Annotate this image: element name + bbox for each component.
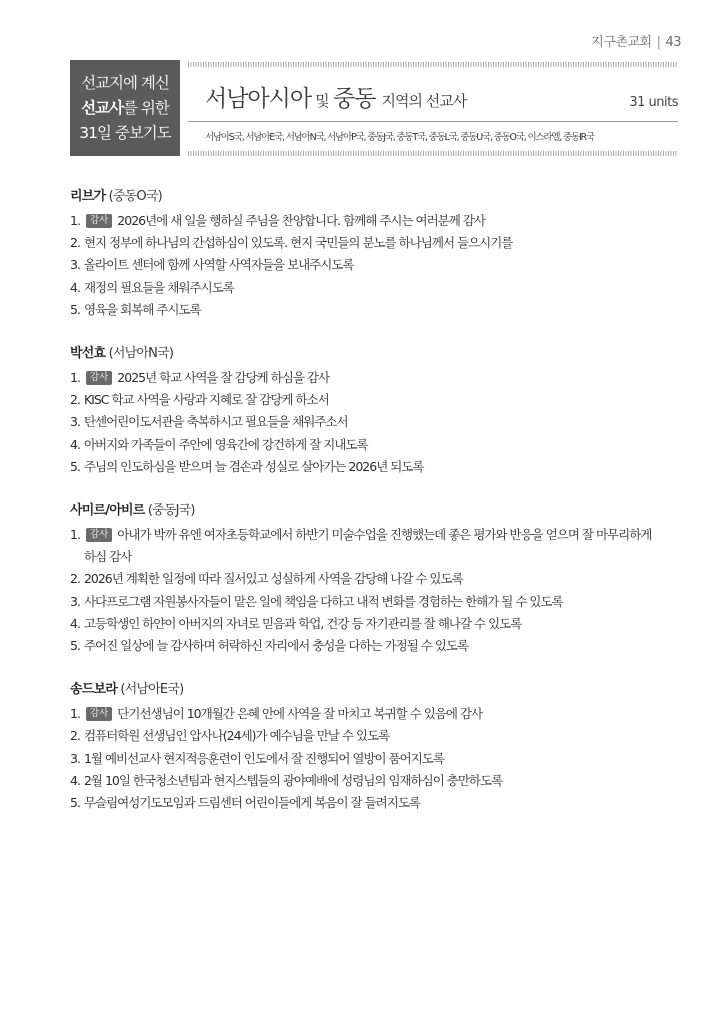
- banner-line-1: 선교지에 계신: [81, 73, 169, 92]
- prayer-text: 아버지와 가족들이 주안에 영육간에 강건하게 잘 지내도록: [83, 436, 368, 452]
- prayer-text: KISC 학교 사역을 사랑과 지혜로 잘 감당케 하소서: [83, 392, 329, 408]
- prayer-item: 3. 사다프로그램 자원봉사자들이 맡은 일에 책임을 다하고 내적 변화를 경험하는 한해가 될 수 있도록: [70, 593, 563, 609]
- prayer-text: 탄센어린이도서관을 축복하시고 필요들을 채워주소서: [83, 414, 348, 430]
- banner-bold-word: 선교사: [81, 98, 124, 117]
- prayer-text: 2026년 계획한 일정에 따라 질서있고 성실하게 사역을 감당해 나갈 수 있도록: [83, 571, 463, 587]
- title-joiner: 및: [315, 92, 330, 110]
- prayer-item: 4. 재정의 필요들을 채워주시도록: [70, 279, 234, 295]
- prayer-text: 재정의 필요들을 채워주시도록: [83, 279, 234, 295]
- prayer-text: 2026년에 새 일을 행하실 주님을 찬양합니다. 함께해 주시는 여러분께 감사: [117, 213, 485, 228]
- prayer-item: 3. 1월 예비선교사 현지적응훈련이 인도에서 잘 진행되어 열방이 품어지도록: [70, 750, 444, 766]
- missionary-heading: [70, 679, 685, 701]
- missionary-region: (중동O국): [108, 189, 162, 204]
- missionary-name: 리브가: [70, 189, 106, 204]
- prayer-item: 5. 주님의 인도하심을 받으며 늘 겸손과 성실로 살아가는 2026년 되도록: [70, 458, 424, 474]
- missionary-name: 박선효: [70, 346, 106, 362]
- bottom-dotted-rule: [188, 151, 678, 156]
- prayer-text: 1월 예비선교사 현지적응훈련이 인도에서 잘 진행되어 열방이 품어지도록: [83, 750, 444, 766]
- prayer-item: 4. 고등학생인 하얀이 아버지의 자녀로 믿음과 학업, 건강 등 자기관리를 잘 해나갈 수 있도록: [70, 615, 522, 631]
- top-dotted-rule: [188, 62, 678, 67]
- prayer-text: 컴퓨터학원 선생님인 압사나(24세)가 예수님을 만날 수 있도록: [83, 728, 390, 744]
- prayer-text: 2025년 학교 사역을 잘 감당케 하심을 감사: [117, 370, 330, 386]
- prayer-banner: [70, 60, 180, 156]
- missionary-section: [70, 679, 685, 814]
- region-title: [205, 80, 678, 116]
- prayer-item: 4. 아버지와 가족들이 주안에 영육간에 강건하게 잘 지내도록: [70, 436, 368, 452]
- header-separator: |: [656, 35, 661, 50]
- thanks-badge: 감사: [86, 371, 112, 385]
- prayer-item: 5. 영육을 회복해 주시도록: [70, 301, 201, 317]
- prayer-item-continuation: 하심 감사: [84, 549, 132, 565]
- missionary-name: 송드보라: [70, 682, 118, 698]
- prayer-text: 영육을 회복해 주시도록: [83, 301, 201, 317]
- prayer-item: 1. 감사 단기선생님이 10개월간 은혜 안에 사역을 잘 마치고 복귀할 수 있음에 감사: [70, 706, 483, 722]
- prayer-content: [70, 186, 685, 836]
- prayer-item: 1. 감사 2025년 학교 사역을 잘 감당케 하심을 감사: [70, 370, 330, 386]
- thanks-badge: 감사: [86, 707, 112, 721]
- missionary-section: [70, 343, 685, 478]
- prayer-item: 4. 2월 10일 한국청소년팀과 현지스텝들의 광야예배에 성령님의 임재하심이 충만하도록: [70, 772, 503, 788]
- missionary-heading: [70, 500, 685, 522]
- banner-line-3: 31일 중보기도: [79, 123, 171, 142]
- prayer-item: 2. 현지 정부에 하나님의 간섭하심이 있도록. 현지 국민들의 분노를 하나님께서 들으시기를: [70, 235, 513, 251]
- title-main-1: 서남아시아: [205, 86, 312, 112]
- missionary-region: (서남아E국): [120, 682, 184, 698]
- page-header: [591, 31, 681, 50]
- prayer-item: 5. 무슬림여성기도모임과 드림센터 어린이들에게 복음이 잘 들려지도록: [70, 795, 420, 811]
- missionary-section: [70, 186, 685, 321]
- thanks-badge: 감사: [86, 528, 112, 542]
- prayer-item: 2. 2026년 계획한 일정에 따라 질서있고 성실하게 사역을 감당해 나갈 수 있도록: [70, 571, 463, 587]
- title-main-2: 중동: [333, 86, 376, 112]
- missionary-region: (서남아N국): [108, 346, 174, 362]
- banner-line-2: [70, 96, 180, 121]
- prayer-item: 3. 올라이트 센터에 함께 사역할 사역자들을 보내주시도록: [70, 257, 354, 273]
- country-list: 서남아S국, 서남아E국, 서남아N국, 서남아P국, 중동J국, 중동T국, 중동L국, 중동U국, 중동O국, 이스라엘, 중동IR국: [205, 132, 594, 143]
- units-count: 31 units: [629, 95, 678, 110]
- prayer-text: 2월 10일 한국청소년팀과 현지스텝들의 광야예배에 성령님의 임재하심이 충만하도록: [83, 772, 503, 788]
- prayer-text: 아내가 박까 유엔 여자초등학교에서 하반기 미술수업을 진행했는데 좋은 평가와 반응을 얻으며 잘 마무리하게: [117, 527, 652, 543]
- prayer-item: 1. 감사 아내가 박까 유엔 여자초등학교에서 하반기 미술수업을 진행했는데 좋은 평가와 반응을 얻으며 잘 마무리하게: [70, 527, 652, 543]
- prayer-text: 올라이트 센터에 함께 사역할 사역자들을 보내주시도록: [83, 257, 354, 273]
- prayer-text: 사다프로그램 자원봉사자들이 맡은 일에 책임을 다하고 내적 변화를 경험하는 한해가 될 수 있도록: [83, 593, 563, 609]
- thanks-badge: 감사: [86, 214, 112, 228]
- prayer-item: 2. 컴퓨터학원 선생님인 압사나(24세)가 예수님을 만날 수 있도록: [70, 728, 390, 744]
- missionary-name: 사미르/아비르: [70, 503, 145, 519]
- prayer-text: 주님의 인도하심을 받으며 늘 겸손과 성실로 살아가는 2026년 되도록: [83, 458, 424, 474]
- prayer-text: 단기선생님이 10개월간 은혜 안에 사역을 잘 마치고 복귀할 수 있음에 감사: [117, 706, 483, 722]
- title-subtitle: 지역의 선교사: [381, 92, 467, 110]
- banner-line-2-rest: 를 위한: [123, 98, 169, 117]
- prayer-item: 3. 탄센어린이도서관을 축복하시고 필요들을 채워주소서: [70, 414, 348, 430]
- prayer-item: 1. 감사 2026년에 새 일을 행하실 주님을 찬양합니다. 함께해 주시는 여러분께 감사: [70, 213, 485, 228]
- prayer-item: 2. KISC 학교 사역을 사랑과 지혜로 잘 감당케 하소서: [70, 392, 329, 408]
- missionary-heading: [70, 186, 685, 208]
- missionary-region: (중동J국): [147, 503, 195, 519]
- prayer-text: 무슬림여성기도모임과 드림센터 어린이들에게 복음이 잘 들려지도록: [83, 795, 420, 811]
- prayer-item: 5. 주어진 일상에 늘 감사하며 허락하신 자리에서 충성을 다하는 가정될 수 있도록: [70, 638, 469, 654]
- prayer-text: 고등학생인 하얀이 아버지의 자녀로 믿음과 학업, 건강 등 자기관리를 잘 해나갈 수 있도록: [83, 615, 522, 631]
- prayer-text: 주어진 일상에 늘 감사하며 허락하신 자리에서 충성을 다하는 가정될 수 있도록: [83, 638, 469, 654]
- missionary-section: [70, 500, 685, 657]
- prayer-text: 현지 정부에 하나님의 간섭하심이 있도록. 현지 국민들의 분노를 하나님께서 들으시기를: [83, 235, 513, 251]
- title-divider: [188, 121, 678, 122]
- page-number: 43: [665, 35, 681, 50]
- book-title: 지구촌교회: [591, 35, 652, 50]
- missionary-heading: [70, 343, 685, 365]
